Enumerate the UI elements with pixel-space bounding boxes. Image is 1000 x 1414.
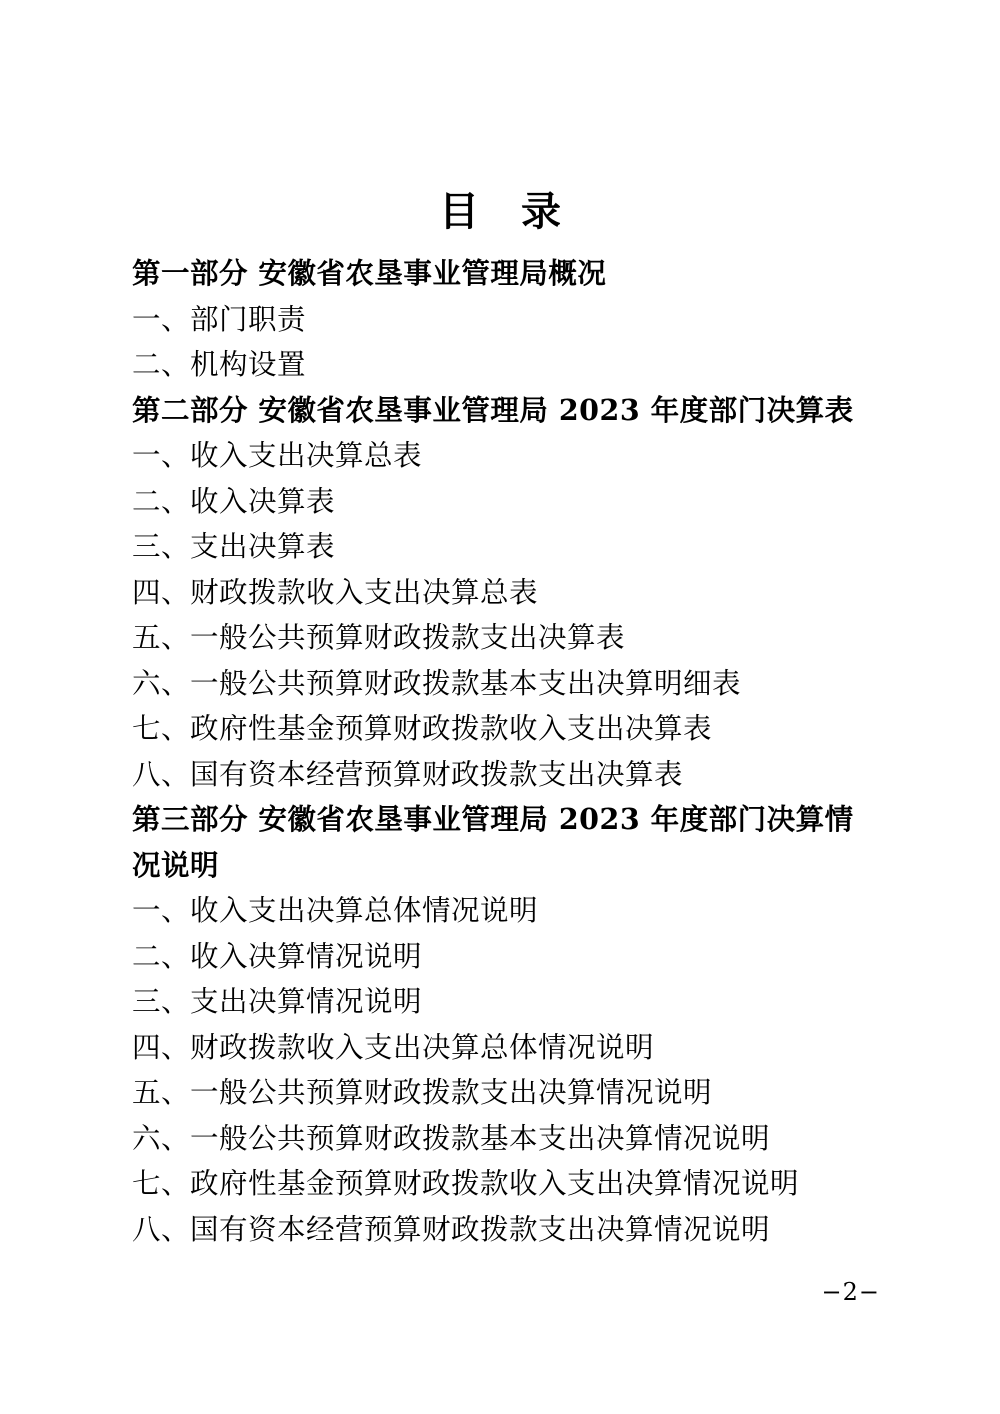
toc-entry-3-4: 四、财政拨款收入支出决算总体情况说明 bbox=[132, 1030, 655, 1064]
toc-entry-2-3: 三、支出决算表 bbox=[132, 530, 336, 563]
page-title: 目 录 bbox=[439, 188, 575, 235]
toc-entry-2-2: 二、收入决算表 bbox=[132, 484, 336, 518]
toc-entry-part-3: 第三部分 安徽省农垦事业管理局 2023 年度部门决算情 bbox=[132, 802, 854, 836]
toc-entry-3-2: 二、收入决算情况说明 bbox=[132, 939, 423, 973]
toc-entry-2-8: 八、国有资本经营预算财政拨款支出决算表 bbox=[132, 757, 684, 791]
toc-entry-part-2: 第二部分 安徽省农垦事业管理局 2023 年度部门决算表 bbox=[132, 392, 854, 427]
toc-entry-1-2: 二、机构设置 bbox=[132, 348, 307, 381]
toc-entry-part-3-continued: 况说明 bbox=[132, 847, 220, 882]
toc-entry-3-3: 三、支出决算情况说明 bbox=[132, 985, 423, 1018]
toc-entry-3-8: 八、国有资本经营预算财政拨款支出决算情况说明 bbox=[132, 1212, 771, 1246]
toc-entry-2-5: 五、一般公共预算财政拨款支出决算表 bbox=[132, 621, 626, 654]
toc-entry-2-6: 六、一般公共预算财政拨款基本支出决算明细表 bbox=[132, 666, 742, 700]
page-number: −2− bbox=[821, 1278, 880, 1306]
toc-entry-3-5: 五、一般公共预算财政拨款支出决算情况说明 bbox=[132, 1076, 713, 1109]
toc-entry-3-6: 六、一般公共预算财政拨款基本支出决算情况说明 bbox=[132, 1121, 771, 1155]
toc-entry-2-1: 一、收入支出决算总表 bbox=[132, 439, 423, 472]
table-of-contents bbox=[132, 251, 882, 1252]
toc-entry-3-7: 七、政府性基金预算财政拨款收入支出决算情况说明 bbox=[132, 1167, 800, 1200]
toc-entry-2-4: 四、财政拨款收入支出决算总表 bbox=[132, 575, 539, 609]
toc-entry-2-7: 七、政府性基金预算财政拨款收入支出决算表 bbox=[132, 712, 713, 745]
toc-entry-1-1: 一、部门职责 bbox=[132, 302, 307, 336]
toc-entry-3-1: 一、收入支出决算总体情况说明 bbox=[132, 894, 539, 927]
toc-entry-part-1: 第一部分 安徽省农垦事业管理局概况 bbox=[132, 256, 607, 290]
